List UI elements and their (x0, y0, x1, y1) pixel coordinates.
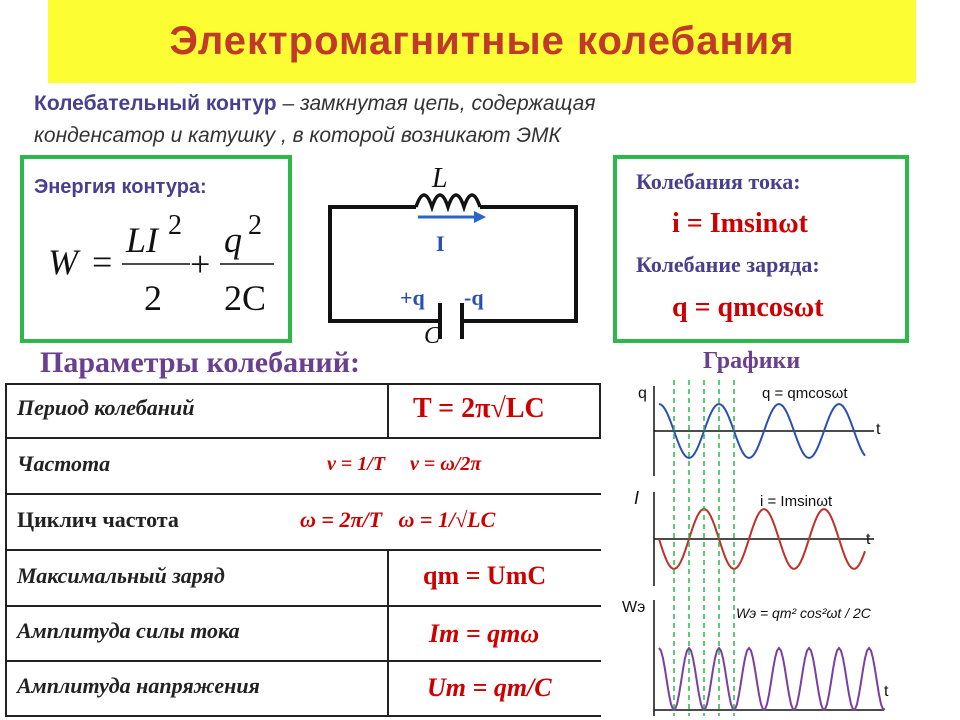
q-axis-label: q (638, 385, 647, 402)
w-axis-label: Wэ (622, 599, 646, 616)
capacitor-label: C (424, 323, 441, 345)
col-divider (387, 383, 389, 439)
row-divider (5, 437, 601, 439)
inductor-label: L (432, 163, 448, 194)
intro-term: Колебательный контур (34, 92, 277, 115)
formula-num1: LI (126, 220, 159, 260)
col-divider (387, 549, 389, 717)
q-caption: q = qmcosωt (762, 385, 848, 402)
inductor-coil (416, 195, 480, 207)
q-time-label: t (876, 421, 881, 438)
param-label: Циклич частота (17, 507, 179, 532)
energy-graph (622, 599, 889, 716)
charge-oscillation-formula: q = qmcosωt (672, 292, 824, 323)
w-caption: Wэ = qm² cos²ωt / 2C (736, 605, 871, 621)
row-divider (5, 549, 601, 551)
intro-line2: конденсатор и катушку , в которой возникают ЭМК (34, 124, 561, 147)
current-oscillation-formula: i = Imsinωt (672, 208, 808, 239)
energy-label: Энергия контура: (34, 176, 207, 198)
formula-num2: q (224, 220, 242, 260)
row-divider (5, 660, 601, 662)
parameters-title: Параметры колебаний: (40, 346, 360, 379)
current-arrow-head (474, 211, 486, 223)
formula-plus: + (190, 244, 211, 284)
table-border-bottom (5, 715, 601, 717)
energy-formula (30, 200, 280, 325)
param-value: Um = qm/C (427, 673, 552, 702)
i-axis-label: I (634, 488, 640, 508)
w-wave (659, 648, 885, 709)
formula-den2: 2C (224, 278, 267, 318)
oscillation-graphs (604, 376, 956, 720)
formula-den1: 2 (144, 278, 162, 318)
plus-q-label: +q (400, 285, 425, 310)
i-caption: i = Imsinωt (760, 493, 833, 510)
charge-oscillation-label: Колебание заряда: (636, 252, 820, 277)
current-oscillation-label: Колебания тока: (636, 169, 801, 194)
param-value: ω = 2π/T ω = 1/√LC (300, 507, 496, 532)
param-value: qm = UmC (423, 561, 547, 590)
param-label: Амплитуда силы тока (17, 618, 240, 643)
param-label: Период колебаний (17, 395, 195, 420)
current-label: I (436, 231, 445, 256)
table-border-right (599, 383, 601, 439)
intro-text (34, 88, 834, 152)
param-value: Im = qmω (429, 619, 540, 648)
minus-q-label: -q (464, 285, 484, 310)
formula-eq: = (92, 242, 113, 282)
graphs-title: Графики (703, 348, 801, 374)
lc-circuit-diagram (320, 155, 590, 345)
param-label: Амплитуда напряжения (17, 673, 260, 698)
param-label: Частота (17, 451, 111, 476)
current-graph (634, 488, 874, 586)
row-divider (5, 605, 601, 607)
intro-line1: – замкнутая цепь, содержащая (276, 92, 596, 115)
page-title: Электромагнитные колебания (169, 19, 795, 63)
formula-w: W (48, 242, 78, 282)
parameters-table (5, 383, 601, 717)
param-value: ν = 1/T ν = ω/2π (327, 453, 482, 475)
formula-exp1: 2 (168, 210, 182, 241)
param-value: T = 2π√LC (413, 393, 545, 424)
table-border-top (5, 383, 601, 385)
formula-exp2: 2 (248, 210, 262, 241)
table-border-left (5, 383, 7, 717)
i-time-label: t (866, 531, 871, 548)
row-divider (5, 493, 601, 495)
param-label: Максимальный заряд (17, 563, 225, 588)
w-time-label: t (884, 683, 889, 700)
